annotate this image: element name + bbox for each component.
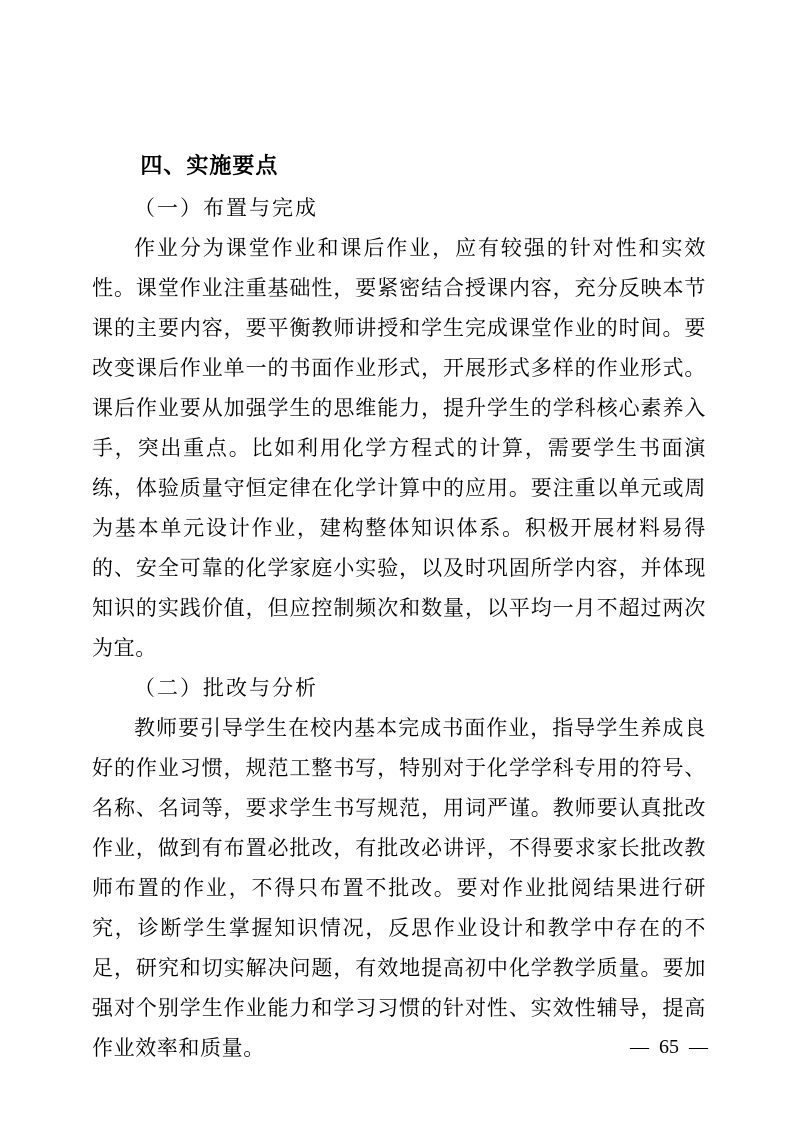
section-heading: 四、实施要点 [140,154,279,179]
footer-dash-left: — [630,1037,649,1058]
subsection-heading-1: （一）布置与完成 [134,196,318,220]
subsection-heading-2: （二）批改与分析 [134,676,318,700]
document-content [92,146,706,1068]
footer-dash-right: — [689,1037,708,1058]
page-footer [630,1036,708,1059]
page-number: 65 [659,1036,679,1058]
subsection-body-1: 作业分为课堂作业和课后作业，应有较强的针对性和实效性。课堂作业注重基础性，要紧密结合授课内容，充分反映本节课的主要内容，要平衡教师讲授和学生完成课堂作业的时间。要改变课后作业单一的书面作业形式，开展形式多样的作业形式。课后作业要从加强学生的思维能力，提升学生的学科核心素养入手，突出重点。比如利用化学方程式的计算，需要学生书面演练，体验质量守恒定律在化学计算中的应用。要注重以单元或周为基本单元设计作业，建构整体知识体系。积极开展材料易得的、安全可靠的化学家庭小实验，以及时巩固所学内容，并体现知识的实践价值，但应控制频次和数量，以平均一月不超过两次为宜。 [92,236,706,660]
subsection-body-2: 教师要引导学生在校内基本完成书面作业，指导学生养成良好的作业习惯，规范工整书写，特别对于化学学科专用的符号、名称、名词等，要求学生书写规范，用词严谨。教师要认真批改作业，做到有布置必批改，有批改必讲评，不得要求家长批改教师布置的作业，不得只布置不批改。要对作业批阅结果进行研究，诊断学生掌握知识情况，反思作业设计和教学中存在的不足，研究和切实解决问题，有效地提高初中化学教学质量。要加强对个别学生作业能力和学习习惯的针对性、实效性辅导，提高作业效率和质量。 [92,716,706,1060]
